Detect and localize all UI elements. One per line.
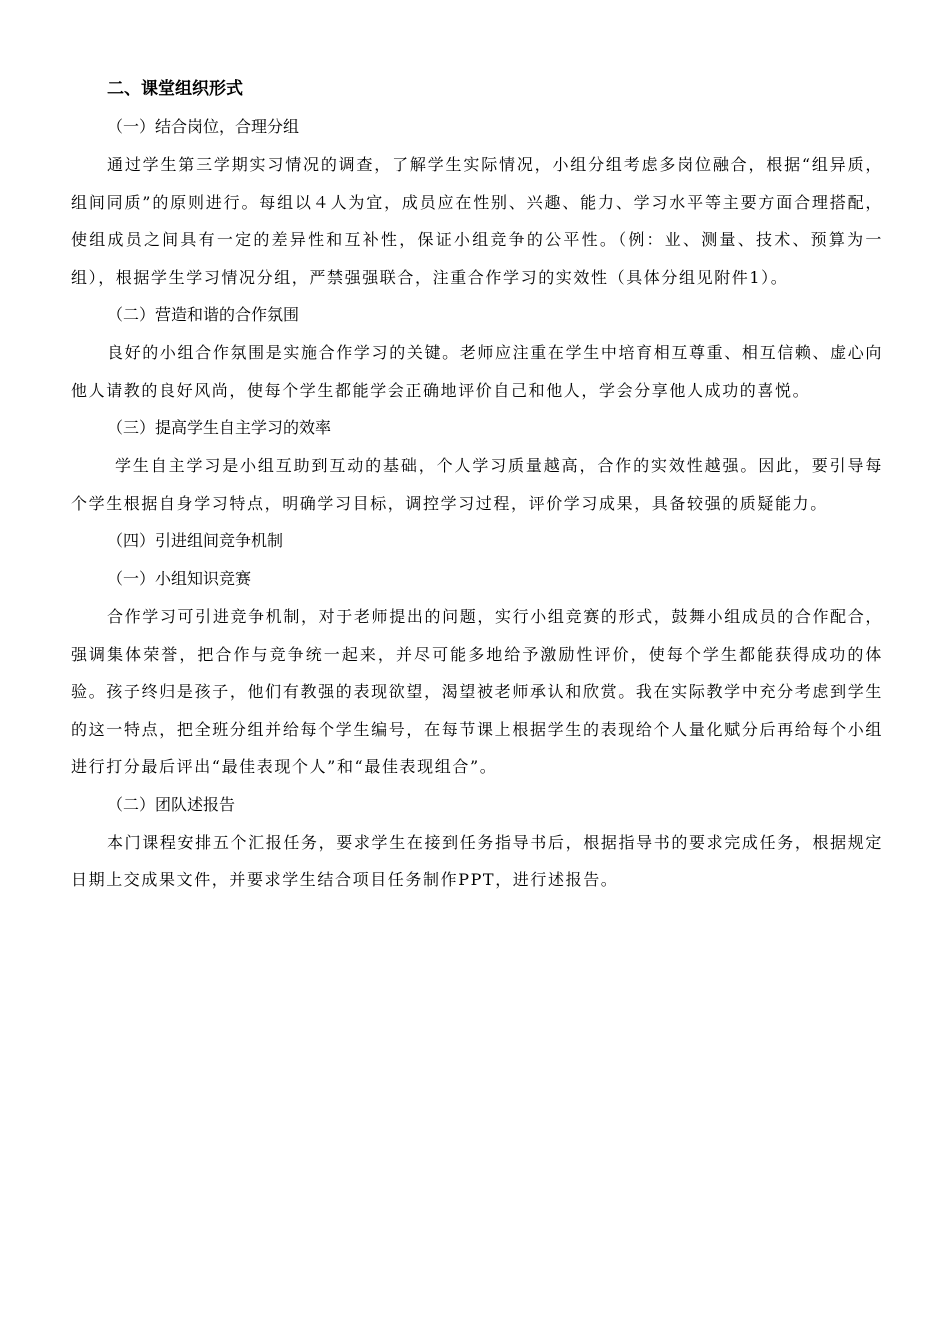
subsection-title-4a: （一）小组知识竞赛 [107,569,252,588]
subsection-title-3: （三）提高学生自主学习的效率 [107,418,332,437]
paragraph-self-study: 学生自主学习是小组互助到互动的基础，个人学习质量越高，合作的实效性越强。因此，要引导每个学生根据自身学习特点，明确学习目标，调控学习过程，评价学习成果，具备较强的质疑能力。 [71,456,883,513]
paragraph-competition: 合作学习可引进竞争机制，对于老师提出的问题，实行小组竞赛的形式，鼓舞小组成员的合作配合，强调集体荣誉，把合作与竞争统一起来，并尽可能多地给予激励性评价，使每个学生都能获得成功的体验。孩子终归是孩子，他们有教强的表现欲望，渴望被老师承认和欣赏。我在实际教学中充分考虑到学生的这一特点，把全班分组并给每个学生编号，在每节课上根据学生的表现给个人量化赋分后再给每个小组进行打分最后评出“最佳表现个人”和“最佳表现组合”。 [71,607,883,776]
subsection-title-4b: （二）团队述报告 [107,794,236,814]
subsection-title-4: （四）引进组间竞争机制 [107,531,284,550]
paragraph-grouping: 通过学生第三学期实习情况的调查，了解学生实际情况，小组分组考虑多岗位融合，根据“组异质，组间同质”的原则进行。每组以４人为宜，成员应在性别、兴趣、能力、学习水平等主要方面合理搭配，使组成员之间具有一定的差异性和互补性，保证小组竞争的公平性。（例：业、测量、技术、预算为一组），根据学生学习情况分组，严禁强强联合，注重合作学习的实效性（具体分组见附件1）。 [71,155,883,287]
paragraph-team-report: 本门课程安排五个汇报任务，要求学生在接到任务指导书后，根据指导书的要求完成任务，根据规定日期上交成果文件，并要求学生结合项目任务制作PPT，进行述报告。 [71,832,883,889]
document-body [71,70,883,899]
section-title: 二、课堂组织形式 [107,79,243,99]
subsection-title-2: （二）营造和谐的合作氛围 [107,305,300,324]
subsection-title-1: （一）结合岗位，合理分组 [107,117,300,136]
paragraph-atmosphere: 良好的小组合作氛围是实施合作学习的关键。老师应注重在学生中培育相互尊重、相互信赖、虚心向他人请教的良好风尚，使每个学生都能学会正确地评价自己和他人，学会分享他人成功的喜悦。 [71,343,883,400]
